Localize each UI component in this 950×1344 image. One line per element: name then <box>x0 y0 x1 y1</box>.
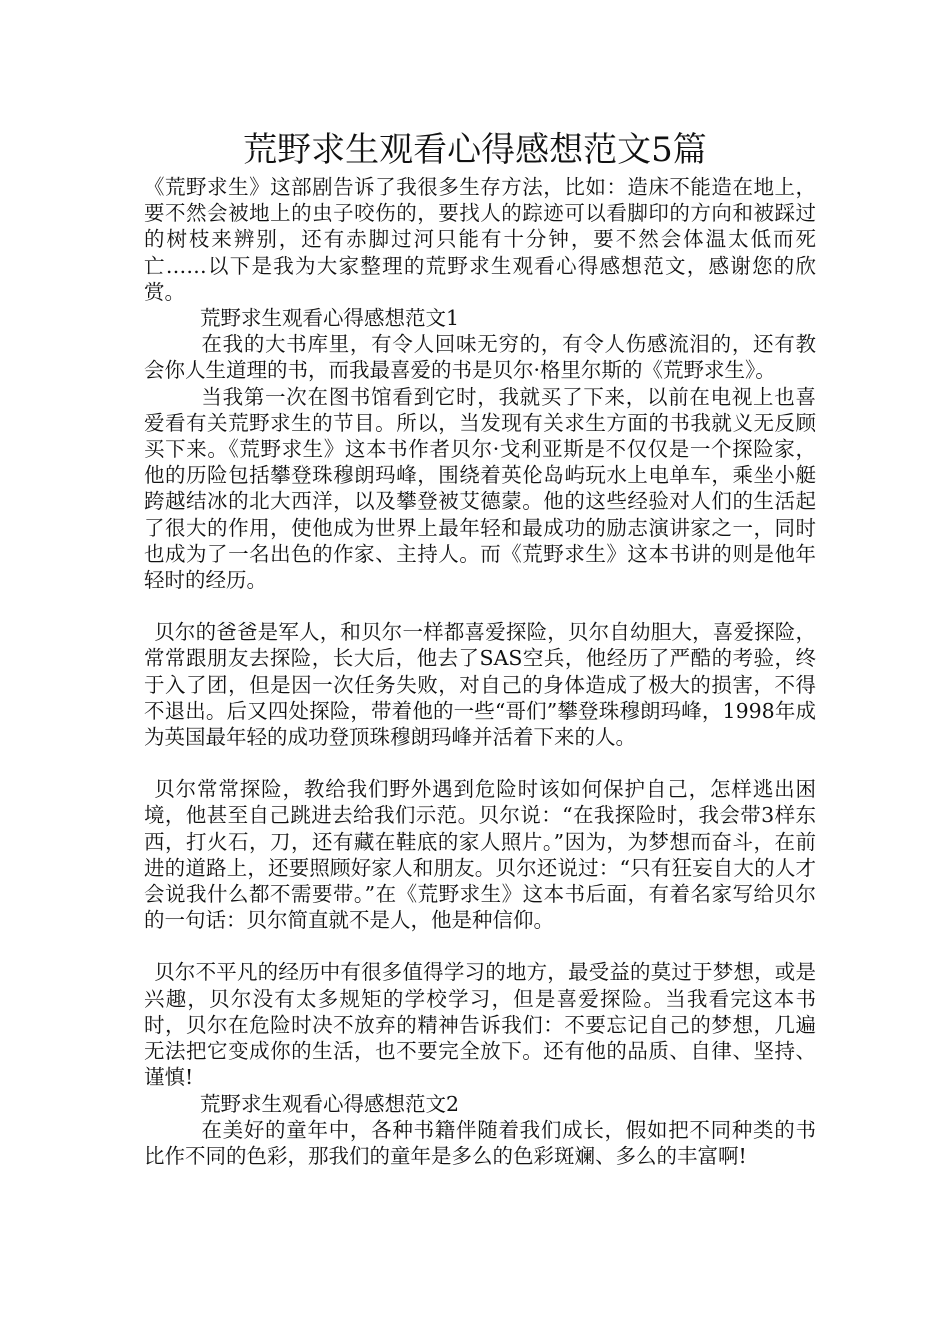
body-paragraph: 贝尔常常探险，教给我们野外遇到危险时该如何保护自己，怎样逃出困境，他甚至自己跳进去给我们示范。贝尔说：“在我探险时，我会带3样东西，打火石，刀，还有藏在鞋底的家人照片。”因为，为梦想而奋斗，在前进的道路上，还要照顾好家人和朋友。贝尔还说过：“只有狂妄自大的人才会说我什么都不需要带。”在《荒野求生》这本书后面，有着名家写给贝尔的一句话：贝尔简直就不是人，他是种信仰。 <box>144 777 816 933</box>
body-paragraph: 在美好的童年中，各种书籍伴随着我们成长，假如把不同种类的书比作不同的色彩，那我们的童年是多么的色彩斑斓、多么的丰富啊! <box>144 1117 816 1168</box>
document-body <box>144 174 816 1169</box>
body-paragraph: 在我的大书库里，有令人回味无穷的，有令人伤感流泪的，还有教会你人生道理的书，而我最喜爱的书是贝尔·格里尔斯的《荒野求生》。 <box>144 332 816 383</box>
body-paragraph: 贝尔的爸爸是军人，和贝尔一样都喜爱探险，贝尔自幼胆大，喜爱探险，常常跟朋友去探险，长大后，他去了SAS空兵，他经历了严酷的考验，终于入了团，但是因一次任务失败，对自己的身体造成了极大的损害，不得不退出。后又四处探险，带着他的一些“哥们”攀登珠穆朗玛峰，1998年成为英国最年轻的成功登顶珠穆朗玛峰并活着下来的人。 <box>144 620 816 750</box>
body-paragraph: 当我第一次在图书馆看到它时，我就买了下来，以前在电视上也喜爱看有关荒野求生的节目。所以，当发现有关求生方面的书我就义无反顾买下来。《荒野求生》这本书作者贝尔·戈利亚斯是不仅仅是一个探险家，他的历险包括攀登珠穆朗玛峰，围绕着英伦岛屿玩水上电单车，乘坐小艇跨越结冰的北大西洋，以及攀登被艾德蒙。他的这些经验对人们的生活起了很大的作用，使他成为世界上最年轻和最成功的励志演讲家之一，同时也成为了一名出色的作家、主持人。而《荒野求生》这本书讲的则是他年轻时的经历。 <box>144 384 816 593</box>
section-heading-2: 荒野求生观看心得感想范文2 <box>200 1091 460 1116</box>
paragraph-spacer <box>144 593 816 619</box>
intro-paragraph: 《荒野求生》这部剧告诉了我很多生存方法，比如：造床不能造在地上，要不然会被地上的虫子咬伤的，要找人的踪迹可以看脚印的方向和被踩过的树枝来辨别，还有赤脚过河只能有十分钟，要不然会体温太低而死亡……以下是我为大家整理的荒野求生观看心得感想范文，感谢您的欣赏。 <box>144 175 816 304</box>
paragraph-spacer <box>144 933 816 959</box>
paragraph-spacer <box>144 750 816 776</box>
document-title: 荒野求生观看心得感想范文5篇 <box>243 130 707 170</box>
body-paragraph: 贝尔不平凡的经历中有很多值得学习的地方，最受益的莫过于梦想，或是兴趣，贝尔没有太多规矩的学校学习，但是喜爱探险。当我看完这本书时，贝尔在危险时决不放弃的精神告诉我们：不要忘记自己的梦想，几遍无法把它变成你的生活，也不要完全放下。还有他的品质、自律、坚持、谨慎! <box>144 960 816 1090</box>
section-heading-1: 荒野求生观看心得感想范文1 <box>200 306 460 331</box>
